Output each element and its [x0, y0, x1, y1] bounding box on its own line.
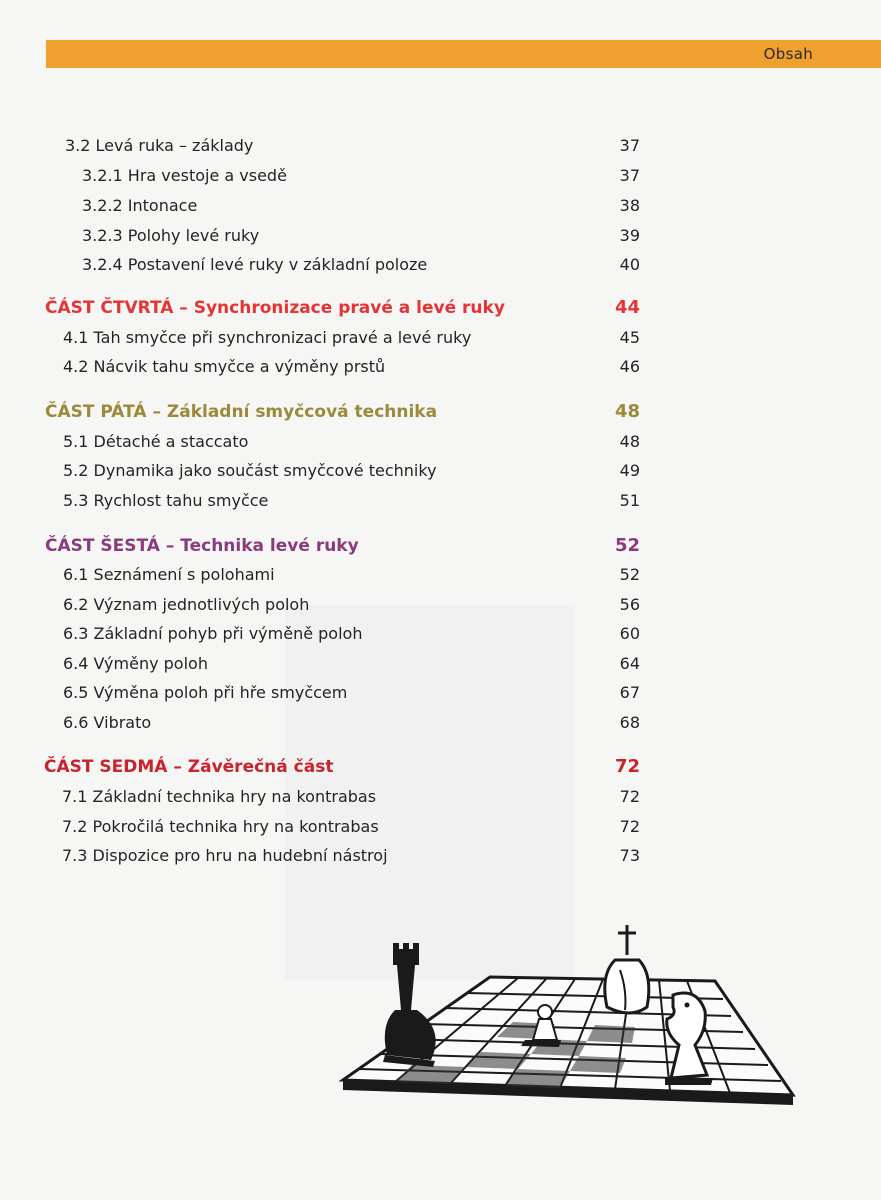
toc-entry-label: 7.2 Pokročilá technika hry na kontrabas	[62, 817, 379, 836]
toc-entry-label: 5.1 Détaché a staccato	[63, 432, 249, 451]
toc-part-page: 72	[614, 756, 640, 777]
toc-entry-page: 40	[619, 255, 640, 274]
king-piece-icon	[605, 925, 649, 1013]
toc-part-page: 48	[614, 401, 640, 422]
toc-entry-label: 6.3 Základní pohyb při výměně poloh	[63, 624, 363, 643]
toc-entry-page: 73	[619, 846, 640, 865]
toc-entry[interactable]	[82, 255, 640, 274]
toc-entry-label: 7.3 Dispozice pro hru na hudební nástroj	[62, 846, 388, 865]
toc-entry-page: 64	[619, 654, 640, 673]
rook-piece-icon	[383, 943, 436, 1067]
toc-entry-label: 6.5 Výměna poloh při hře smyčcem	[63, 683, 348, 702]
toc-entry-page: 48	[619, 432, 640, 451]
toc-part-page: 52	[614, 535, 640, 556]
toc-entry[interactable]	[63, 624, 640, 643]
toc-entry-page: 56	[619, 595, 640, 614]
toc-entry[interactable]	[63, 328, 640, 347]
toc-entry-page: 45	[619, 328, 640, 347]
toc-entry-page: 67	[619, 683, 640, 702]
toc-entry-label: 3.2.1 Hra vestoje a vsedě	[82, 166, 287, 185]
toc-entry-label: 6.4 Výměny poloh	[63, 654, 208, 673]
toc-entry-page: 60	[619, 624, 640, 643]
toc-part-label: ČÁST PÁTÁ – Základní smyčcová technika	[45, 402, 438, 422]
toc-entry[interactable]	[63, 713, 640, 732]
toc-entry[interactable]	[63, 491, 640, 510]
toc-entry[interactable]	[63, 357, 640, 376]
toc-entry[interactable]	[63, 595, 640, 614]
toc-entry-page: 72	[619, 817, 640, 836]
toc-entry[interactable]	[63, 683, 640, 702]
toc-entry-page: 38	[619, 196, 640, 215]
toc-part-page: 44	[614, 297, 640, 318]
toc-entry-label: 3.2.3 Polohy levé ruky	[82, 226, 260, 245]
toc-entry-page: 37	[619, 166, 640, 185]
toc-entry[interactable]	[82, 226, 640, 245]
toc-entry-label: 5.2 Dynamika jako součást smyčcové techniky	[63, 461, 437, 480]
toc-part-heading[interactable]	[45, 535, 640, 556]
toc-entry-page: 37	[619, 136, 640, 155]
toc-part-label: ČÁST ŠESTÁ – Technika levé ruky	[45, 536, 359, 556]
toc-entry-page: 39	[619, 226, 640, 245]
toc-entry-page: 52	[619, 565, 640, 584]
toc-entry-label: 3.2 Levá ruka – základy	[65, 136, 254, 155]
toc-entry-page: 68	[619, 713, 640, 732]
toc-entry[interactable]	[63, 432, 640, 451]
toc-entry[interactable]	[62, 817, 640, 836]
toc-entry[interactable]	[82, 166, 640, 185]
toc-entry-label: 5.3 Rychlost tahu smyčce	[63, 491, 269, 510]
toc-entry[interactable]	[63, 565, 640, 584]
toc-entry-label: 7.1 Základní technika hry na kontrabas	[62, 787, 377, 806]
toc-entry-page: 72	[619, 787, 640, 806]
toc-part-heading[interactable]	[45, 297, 640, 318]
toc-entry-label: 3.2.2 Intonace	[82, 196, 198, 215]
toc-part-heading[interactable]	[44, 756, 640, 777]
toc-entry-label: 6.2 Význam jednotlivých poloh	[63, 595, 310, 614]
toc-entry-page: 49	[619, 461, 640, 480]
toc-part-label: ČÁST SEDMÁ – Závěrečná část	[44, 757, 334, 777]
chess-illustration	[335, 915, 805, 1115]
toc-entry-label: 4.1 Tah smyčce při synchronizaci pravé a levé ruky	[63, 328, 472, 347]
toc-entry-label: 3.2.4 Postavení levé ruky v základní poloze	[82, 255, 428, 274]
toc-entry[interactable]	[63, 654, 640, 673]
toc-entry-label: 6.1 Seznámení s polohami	[63, 565, 275, 584]
toc-part-heading[interactable]	[45, 401, 640, 422]
toc-entry[interactable]	[62, 846, 640, 865]
toc-entry-label: 6.6 Vibrato	[63, 713, 152, 732]
toc-entry[interactable]	[62, 787, 640, 806]
toc-entry-label: 4.2 Nácvik tahu smyčce a výměny prstů	[63, 357, 386, 376]
toc-part-label: ČÁST ČTVRTÁ – Synchronizace pravé a levé ruky	[45, 298, 505, 318]
header-bar	[46, 40, 881, 68]
toc-entry[interactable]	[82, 196, 640, 215]
page-title: Obsah	[763, 45, 813, 63]
toc-entry-page: 46	[619, 357, 640, 376]
toc-entry[interactable]	[65, 136, 640, 155]
toc-entry[interactable]	[63, 461, 640, 480]
toc-entry-page: 51	[619, 491, 640, 510]
